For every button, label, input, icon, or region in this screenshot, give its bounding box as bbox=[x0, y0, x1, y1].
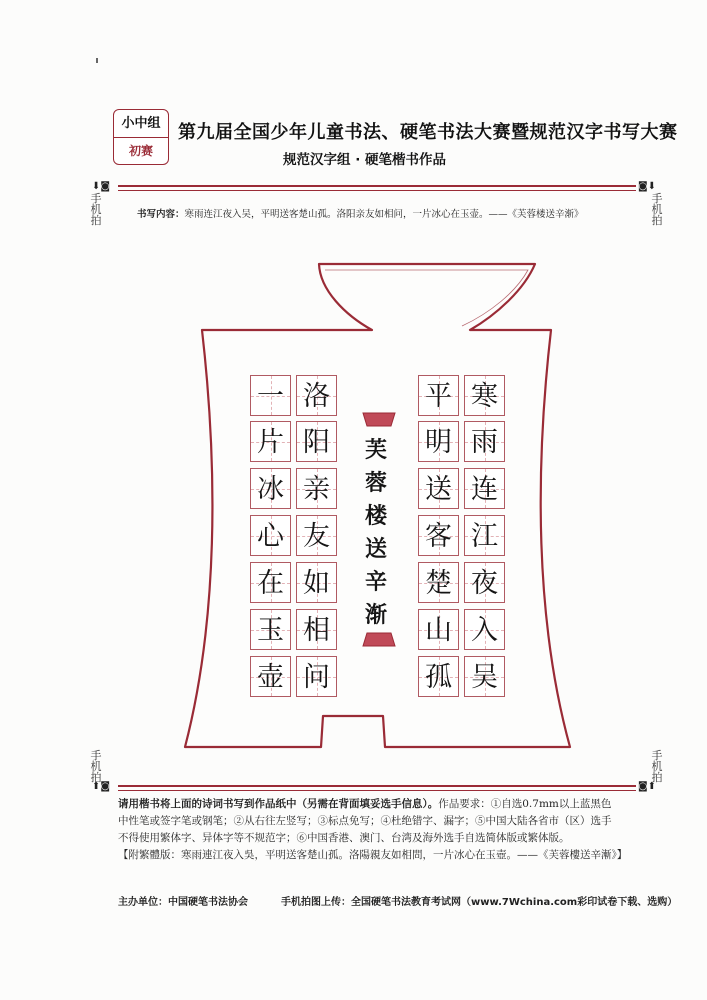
grid-cell bbox=[418, 609, 459, 650]
grid-cell bbox=[464, 421, 505, 462]
grid-cell bbox=[296, 375, 337, 416]
side-label-top-right: 手机拍 bbox=[651, 192, 663, 227]
grid-character: 客 bbox=[425, 521, 452, 552]
poem-title-character: 蓉 bbox=[364, 470, 387, 496]
poem-title-character: 芙 bbox=[364, 437, 387, 463]
grid-character: 江 bbox=[471, 521, 498, 552]
grid-cell bbox=[250, 656, 291, 697]
instructions-line-2: 中性笔或签字笔或钢笔；②从右往左竖写；③标点免写；④杜绝错字、漏字；⑤中国大陆各省市（区）选手 bbox=[118, 815, 612, 827]
grid-cell bbox=[296, 609, 337, 650]
camera-mark-top-right: ◙⬇ bbox=[638, 181, 657, 192]
page-title: 第九届全国少年儿童书法、硬笔书法大赛暨规范汉字书写大赛 bbox=[178, 122, 678, 143]
instructions-lead: 请用楷书将上面的诗词书写到作品纸中（另需在背面填妥选手信息）。 bbox=[118, 798, 439, 810]
grid-character: 玉 bbox=[257, 615, 284, 646]
grid-character: 友 bbox=[303, 521, 330, 552]
grid-character: 雨 bbox=[471, 427, 498, 458]
grid-cell bbox=[464, 515, 505, 556]
grid-cell bbox=[464, 375, 505, 416]
poem-title-character: 渐 bbox=[364, 602, 387, 628]
grid-character: 一 bbox=[257, 381, 284, 412]
instructions-requirements: 作品要求：①自选0.7mm以上蓝黑色 bbox=[438, 798, 612, 810]
grid-character: 夜 bbox=[471, 568, 498, 599]
grid-character: 如 bbox=[303, 568, 330, 599]
grid-character: 送 bbox=[425, 474, 452, 505]
grid-character: 入 bbox=[471, 615, 498, 646]
grid-cell bbox=[250, 421, 291, 462]
upload-info: 手机拍图上传：全国硬笔书法教育考试网（www.7Wchina.com彩印试卷下载、选购） bbox=[281, 897, 678, 908]
grid-character: 心 bbox=[257, 521, 284, 552]
grid-cell bbox=[250, 468, 291, 509]
grid-cell bbox=[418, 656, 459, 697]
grid-cell bbox=[296, 656, 337, 697]
grid-cell bbox=[296, 515, 337, 556]
grid-cell bbox=[464, 468, 505, 509]
grid-character: 连 bbox=[471, 474, 498, 505]
grid-cell bbox=[418, 515, 459, 556]
poem-title-character: 送 bbox=[364, 536, 387, 562]
grid-cell bbox=[296, 421, 337, 462]
grid-character: 亲 bbox=[303, 474, 330, 505]
grid-character: 相 bbox=[303, 615, 330, 646]
grid-cell bbox=[250, 375, 291, 416]
camera-mark-bottom-right: ◙⬆ bbox=[638, 781, 657, 792]
instructions bbox=[118, 796, 638, 864]
grid-cell bbox=[296, 468, 337, 509]
camera-mark-bottom-left: ⬆◙ bbox=[92, 781, 111, 792]
grid-cell bbox=[464, 609, 505, 650]
grid-cell bbox=[250, 562, 291, 603]
side-label-bottom-left: 手机拍 bbox=[90, 749, 102, 784]
grid-cell bbox=[418, 562, 459, 603]
grid-cell bbox=[296, 562, 337, 603]
bottom-rule bbox=[118, 785, 636, 791]
instructions-line-1 bbox=[118, 796, 638, 813]
organizer: 主办单位：中国硬笔书法协会 bbox=[118, 897, 248, 908]
writing-content-label: 书写内容： bbox=[137, 209, 185, 220]
page-subtitle: 规范汉字组 · 硬笔楷书作品 bbox=[283, 152, 447, 168]
grid-character: 寒 bbox=[471, 381, 498, 412]
grid-character: 平 bbox=[425, 381, 452, 412]
grid-character: 山 bbox=[425, 615, 452, 646]
grid-character: 壶 bbox=[257, 662, 284, 693]
grid-character: 楚 bbox=[425, 568, 452, 599]
side-label-top-left: 手机拍 bbox=[90, 192, 102, 227]
round-badge-label: 初赛 bbox=[128, 144, 153, 158]
grid-cell bbox=[418, 375, 459, 416]
grid-cell bbox=[464, 562, 505, 603]
grid-character: 在 bbox=[257, 568, 284, 599]
grid-cell bbox=[250, 609, 291, 650]
grid-cell bbox=[418, 421, 459, 462]
poem-title-character: 楼 bbox=[364, 503, 387, 529]
grid-character: 孤 bbox=[425, 662, 452, 693]
grid-cell bbox=[418, 468, 459, 509]
grid-character: 片 bbox=[257, 427, 284, 458]
grid-character: 明 bbox=[425, 427, 452, 458]
grid-character: 问 bbox=[303, 662, 330, 693]
side-label-bottom-right: 手机拍 bbox=[651, 749, 663, 784]
instructions-line-3: 不得使用繁体字、异体字等不规范字；⑥中国香港、澳门、台湾及海外选手自选简体版或繁体版。 bbox=[118, 832, 570, 844]
grid-character: 洛 bbox=[303, 381, 330, 412]
grid-character: 阳 bbox=[303, 427, 330, 458]
group-badge-label: 小中组 bbox=[114, 110, 168, 138]
camera-mark-top-left: ⬇◙ bbox=[92, 181, 111, 192]
traditional-version: 【附繁體版：寒雨連江夜入吳，平明送客楚山孤。洛陽親友如相問，一片冰心在玉壺。——《芙蓉樓送辛漸》】 bbox=[118, 849, 628, 861]
writing-content-text: 寒雨连江夜入吴，平明送客楚山孤。洛阳亲友如相问，一片冰心在玉壶。——《芙蓉楼送辛渐》 bbox=[184, 209, 584, 220]
grid-character: 吴 bbox=[471, 662, 498, 693]
grid-character: 冰 bbox=[257, 474, 284, 505]
poem-title-character: 辛 bbox=[364, 569, 387, 595]
grid-cell bbox=[250, 515, 291, 556]
grid-cell bbox=[464, 656, 505, 697]
